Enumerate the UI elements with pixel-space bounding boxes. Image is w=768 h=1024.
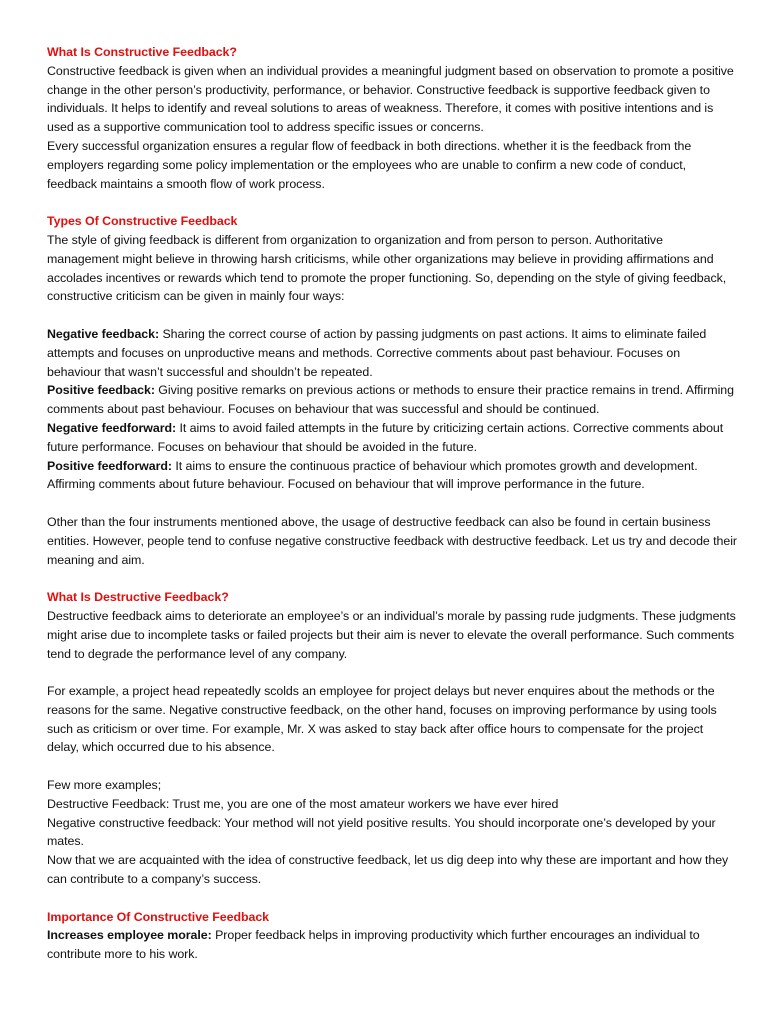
section-heading-constructive-feedback: What Is Constructive Feedback?	[47, 45, 237, 59]
term-description: Giving positive remarks on previous actions or methods to ensure their practice remains in trend. Affirming comments about past behaviour. Focuses on behaviour that was successful and should be continued.	[47, 383, 734, 417]
spacer	[47, 663, 737, 682]
type-positive-feedforward	[47, 457, 737, 495]
importance-item-morale	[47, 926, 737, 964]
spacer	[47, 193, 737, 212]
section-heading-types: Types Of Constructive Feedback	[47, 214, 238, 229]
term-label: Increases employee morale:	[47, 928, 212, 943]
spacer	[47, 757, 737, 776]
paragraph-destructive-intro: Other than the four instruments mentioned above, the usage of destructive feedback can also be found in certain business entities. However, people tend to confuse negative constructive feedback with destructive feedback. Let us try and decode their meaning and aim.	[47, 514, 738, 567]
term-description: It aims to ensure the continuous practice of behaviour which promotes growth and development. Affirming comments about future behaviour. Focused on behaviour that will improve performance in the future.	[47, 458, 698, 492]
example-destructive: Destructive Feedback: Trust me, you are one of the most amateur workers we have ever hired	[47, 796, 559, 811]
term-description: Sharing the correct course of action by passing judgments on past actions. It aims to eliminate failed attempts and focuses on unproductive means and methods. Corrective comments about past behaviour. Focuses on behaviour that wasn’t successful and shouldn’t be repeated.	[47, 326, 707, 379]
paragraph-definition: Constructive feedback is given when an individual provides a meaningful judgment based on observation to promote a positive change in the other person’s productivity, performance, or behavior. Constructive feedback is supportive feedback given to individuals. It helps to identify and reveal solutions to areas of weakness. Therefore, it comes with positive intentions and is used as a supportive communication tool to address specific issues or concerns.	[47, 63, 734, 135]
term-description: Proper feedback helps in improving productivity which further encourages an individual to contribute more to his work.	[47, 928, 700, 962]
type-negative-feedforward	[47, 419, 737, 457]
type-negative-feedback	[47, 325, 737, 381]
type-positive-feedback	[47, 381, 737, 419]
term-label: Negative feedforward:	[47, 420, 177, 435]
document-page	[47, 43, 737, 964]
examples-intro: Few more examples;	[47, 778, 162, 793]
paragraph-organization-flow: Every successful organization ensures a regular flow of feedback in both directions. whether it is the feedback from the employers regarding some policy implementation or the employees who are unable to confirm a new code of conduct, feedback maintains a smooth flow of work process.	[47, 138, 692, 191]
term-description: It aims to avoid failed attempts in the future by criticizing certain actions. Corrective comments about future performance. Focuses on behaviour that should be avoided in the future.	[47, 420, 724, 454]
term-label: Positive feedback:	[47, 383, 155, 398]
section-heading-destructive: What Is Destructive Feedback?	[47, 590, 229, 605]
term-label: Negative feedback:	[47, 326, 160, 341]
paragraph-types-intro: The style of giving feedback is different from organization to organization and from person to person. Authoritative management might believe in throwing harsh criticisms, while other organizations may believe in providing affirmations and accolades incentives or rewards which tend to promote the proper functioning. So, depending on the style of giving feedback, constructive criticism can be given in mainly four ways:	[47, 232, 727, 304]
spacer	[47, 306, 737, 325]
section-heading-importance: Importance Of Constructive Feedback	[47, 909, 270, 924]
paragraph-destructive-definition: Destructive feedback aims to deteriorate an employee’s or an individual’s morale by passing rude judgments. These judgments might arise due to incomplete tasks or failed projects but their aim is never to elevate the overall performance. Such comments tend to degrade the performance level of any company.	[47, 608, 736, 661]
example-negative-constructive: Negative constructive feedback: Your method will not yield positive results. You should incorporate one’s developed by your mates.	[47, 815, 716, 849]
spacer	[47, 569, 737, 588]
paragraph-example: For example, a project head repeatedly scolds an employee for project delays but never enquires about the methods or the reasons for the same. Negative constructive feedback, on the other hand, focuses on improving performance by using tools such as criticism or over time. For example, Mr. X was asked to stay back after office hours to compensate for the project delay, which occurred due to his absence.	[47, 684, 717, 755]
spacer	[47, 494, 737, 513]
term-label: Positive feedforward:	[47, 458, 172, 473]
paragraph-closing: Now that we are acquainted with the idea of constructive feedback, let us dig deep into why these are important and how they can contribute to a company’s success.	[47, 853, 729, 887]
spacer	[47, 889, 737, 908]
